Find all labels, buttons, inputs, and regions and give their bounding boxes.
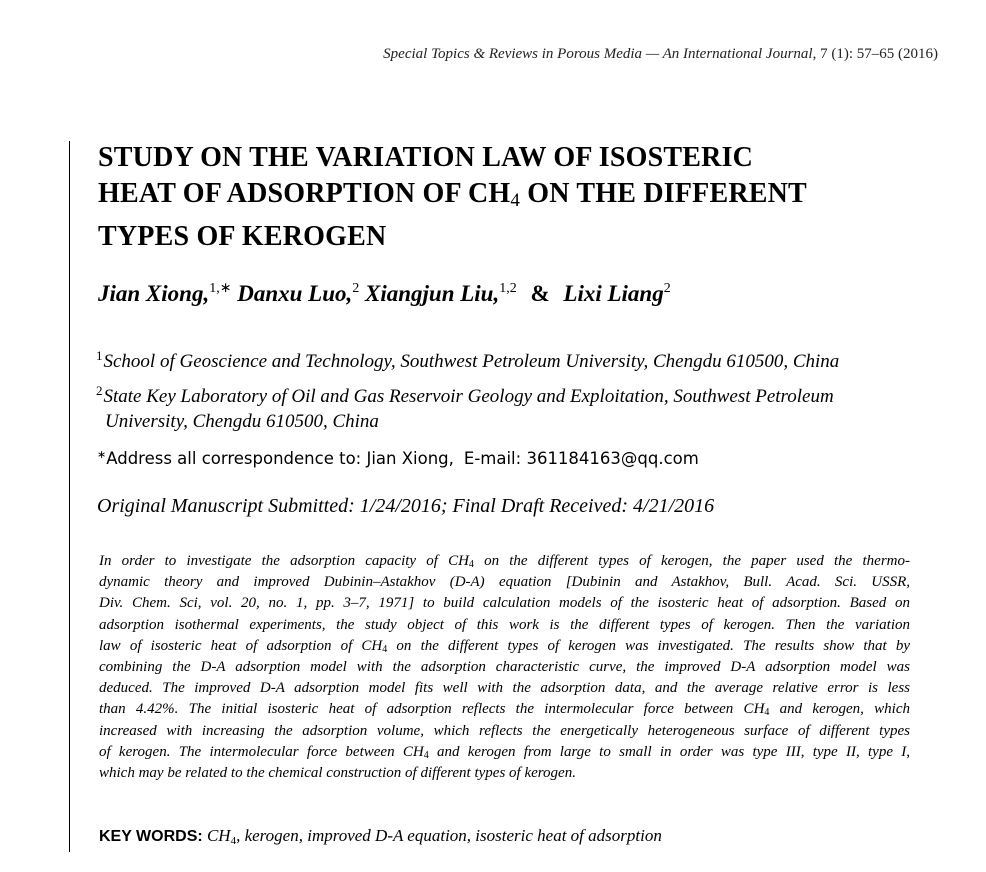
abstract-line: deduced. The improved D-A adsorption model fits well with the adsorption data, and the average relative error is less	[99, 680, 910, 697]
abstract-line: of kerogen. The intermolecular force between $CH_4$ and kerogen from large to small in order was type III, type II, type I,	[99, 743, 910, 761]
abstract	[99, 551, 910, 784]
keywords-text: $CH_4$, kerogen, improved D-A equation, isosteric heat of adsorption	[206, 826, 662, 847]
author: Jian Xiong,$^{1,∗}$	[98, 281, 232, 306]
affiliation-1: $^1$School of Geoscience and Technology, Southwest Petroleum University, Chengdu 610500, China	[96, 348, 840, 372]
abstract-line: Div. Chem. Sci, vol. 20, no. 1, pp. 3–7, 1971] to build calculation models of the isosteric heat of adsorption. Based on	[99, 595, 910, 612]
journal-citation	[383, 46, 938, 63]
abstract-line: which may be related to the chemical construction of different types of kerogen.	[99, 764, 576, 781]
author: Danxu Luo,$^2$	[237, 281, 360, 306]
journal-volume-pages: , 7 (1): 57–65 (2016)	[812, 46, 938, 62]
abstract-line: adsorption isothermal experiments, the study object of this work is the different types of kerogen. Then the variation	[99, 616, 910, 633]
email-address[interactable]: E-mail: 361184163@qq.com	[463, 449, 699, 468]
correspondence-address: ∗Address all correspondence to: Jian Xiong, E-mail: 361184163@qq.com	[97, 448, 699, 468]
abstract-line: law of isosteric heat of adsorption of $CH_4$ on the different types of kerogen was investigated. The results show that by	[99, 637, 910, 655]
author-ampersand: &	[530, 281, 550, 306]
abstract-line: dynamic theory and improved Dubinin–Astakhov (D-A) equation [Dubinin and Astakhov, Bull. Acad. Sci. USSR,	[99, 574, 910, 591]
journal-name: Special Topics & Reviews in Porous Media — An International Journal	[383, 46, 813, 62]
left-margin-rule	[69, 141, 70, 852]
keywords-label: KEY WORDS:	[99, 828, 203, 845]
abstract-line: increased with increasing the adsorption volume, which reflects the energetically heterogeneous surface of different types	[99, 722, 910, 739]
abstract-line: than 4.42%. The initial isosteric heat of adsorption reflects the intermolecular force between $CH_4$ and kerogen, which	[99, 701, 910, 719]
title-line-2: HEAT OF ADSORPTION OF CH4 ON THE DIFFERENT	[98, 178, 807, 211]
abstract-line: In order to investigate the adsorption capacity of $CH_4$ on the different types of kerogen, the paper used the thermo-	[99, 553, 910, 570]
affiliation-2: $^2$State Key Laboratory of Oil and Gas Reservoir Geology and Exploitation, Southwest Petroleum University, Chengdu 610500, China	[96, 383, 834, 432]
abstract-line: combining the D-A adsorption model with the adsorption characteristic curve, the improved D-A adsorption model was	[99, 658, 910, 675]
submission-dates: Original Manuscript Submitted: 1/24/2016; Final Draft Received: 4/21/2016	[97, 495, 715, 517]
author-list	[98, 280, 671, 307]
keywords	[99, 826, 662, 846]
author: Xiangjun Liu,$^{1,2}$	[365, 281, 517, 306]
paper-title	[98, 140, 918, 255]
title-line-1: STUDY ON THE VARIATION LAW OF ISOSTERIC	[98, 142, 754, 173]
author: Lixi Liang$^2$	[563, 281, 671, 306]
title-line-3: TYPES OF KEROGEN	[98, 221, 387, 252]
